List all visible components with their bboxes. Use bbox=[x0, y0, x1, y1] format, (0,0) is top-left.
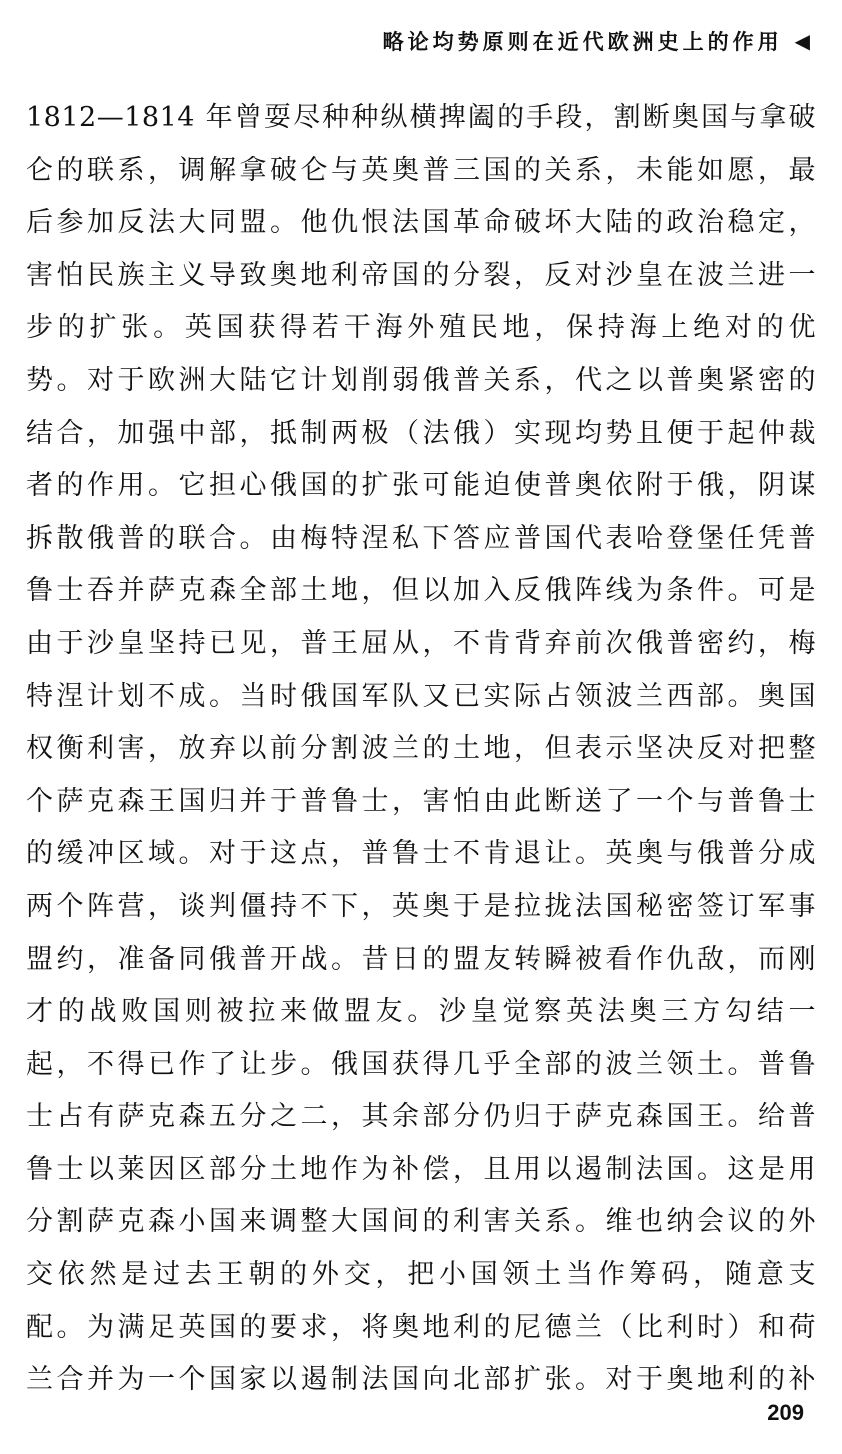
text-line: 权衡利害，放弃以前分割波兰的土地，但表示坚决反对把整 bbox=[26, 733, 816, 765]
text-line: 后参加反法大同盟。他仇恨法国革命破坏大陆的政治稳定， bbox=[26, 207, 816, 239]
text-line: 兰合并为一个国家以遏制法国向北部扩张。对于奥地利的补 bbox=[26, 1364, 816, 1396]
text-line: 结合，加强中部，抵制两极（法俄）实现均势且便于起仲裁 bbox=[26, 417, 816, 449]
running-header bbox=[383, 26, 810, 56]
text-line: 分割萨克森小国来调整大国间的利害关系。维也纳会议的外 bbox=[26, 1206, 816, 1238]
running-title: 略论均势原则在近代欧洲史上的作用 bbox=[382, 30, 783, 54]
text-line: 鲁士吞并萨克森全部土地，但以加入反俄阵线为条件。可是 bbox=[26, 575, 816, 607]
body-text bbox=[26, 92, 816, 1407]
text-line: 1812—1814 年曾耍尽种种纵横捭阖的手段，割断奥国与拿破 bbox=[26, 102, 816, 133]
text-line: 两个阵营，谈判僵持不下，英奥于是拉拢法国秘密签订军事 bbox=[26, 890, 816, 922]
text-line: 士占有萨克森五分之二，其余部分仍归于萨克森国王。给普 bbox=[26, 1101, 816, 1133]
text-line: 盟约，准备同俄普开战。昔日的盟友转瞬被看作仇敌，而刚 bbox=[26, 943, 816, 975]
text-line: 由于沙皇坚持已见，普王屈从，不肯背弃前次俄普密约，梅 bbox=[26, 627, 816, 659]
text-line: 才的战败国则被拉来做盟友。沙皇觉察英法奥三方勾结一 bbox=[26, 996, 816, 1028]
text-line: 者的作用。它担心俄国的扩张可能迫使普奥依附于俄，阴谋 bbox=[26, 470, 816, 502]
text-line: 鲁士以莱因区部分土地作为补偿，且用以遏制法国。这是用 bbox=[26, 1153, 816, 1185]
text-line: 势。对于欧洲大陆它计划削弱俄普关系，代之以普奥紧密的 bbox=[26, 364, 816, 396]
triangle-marker-icon: ◀ bbox=[794, 29, 810, 53]
text-line: 配。为满足英国的要求，将奥地利的尼德兰（比利时）和荷 bbox=[26, 1311, 816, 1343]
text-line: 的缓冲区域。对于这点，普鲁士不肯退让。英奥与俄普分成 bbox=[26, 838, 816, 870]
text-line: 交依然是过去王朝的外交，把小国领土当作筹码，随意支 bbox=[26, 1259, 816, 1291]
text-line: 个萨克森王国归并于普鲁士，害怕由此断送了一个与普鲁士 bbox=[26, 785, 816, 817]
text-line: 步的扩张。英国获得若干海外殖民地，保持海上绝对的优 bbox=[26, 312, 816, 344]
text-line: 拆散俄普的联合。由梅特涅私下答应普国代表哈登堡任凭普 bbox=[26, 522, 816, 554]
text-line: 起，不得已作了让步。俄国获得几乎全部的波兰领土。普鲁 bbox=[26, 1048, 816, 1080]
text-line: 仑的联系，调解拿破仑与英奥普三国的关系，未能如愿，最 bbox=[26, 154, 816, 186]
text-line: 特涅计划不成。当时俄国军队又已实际占领波兰西部。奥国 bbox=[26, 680, 816, 712]
page-number: 209 bbox=[767, 1400, 804, 1425]
text-line: 害怕民族主义导致奥地利帝国的分裂，反对沙皇在波兰进一 bbox=[26, 259, 816, 291]
